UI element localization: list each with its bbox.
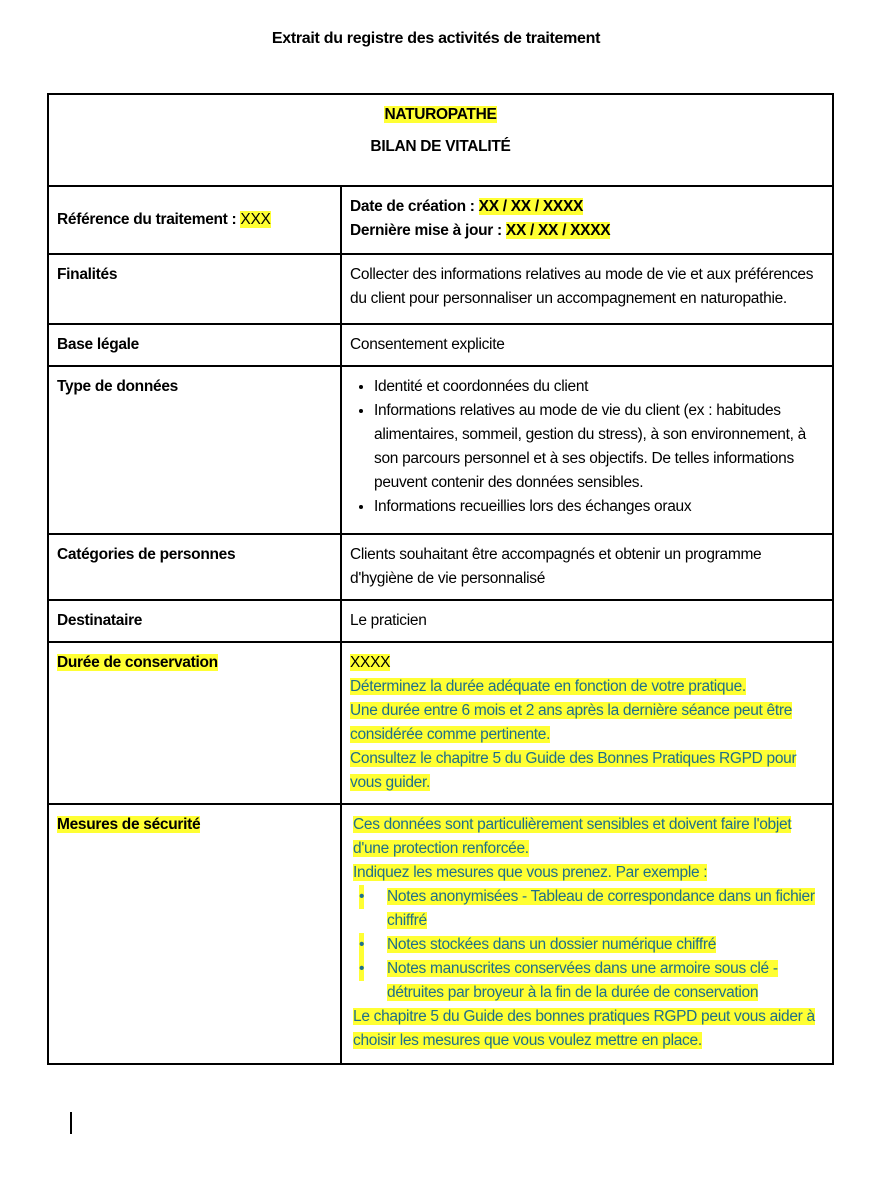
table-row: [48, 254, 833, 324]
table-row: [48, 366, 833, 534]
finalites-label: Finalités: [48, 254, 341, 324]
bullet-icon: •: [359, 885, 364, 909]
duree-label: Durée de conservation: [57, 654, 218, 671]
duree-placeholder[interactable]: XXXX: [350, 654, 391, 671]
table-row: [48, 324, 833, 366]
bullet-icon: •: [359, 957, 364, 981]
securite-label: Mesures de sécurité: [57, 816, 201, 833]
securite-prompt: Indiquez les mesures que vous prenez. Par exemple :: [353, 864, 708, 881]
table-row: [48, 600, 833, 642]
table-row: [48, 186, 833, 254]
duree-guidance-1: Déterminez la durée adéquate en fonction de votre pratique.: [350, 678, 746, 695]
base-legale-value: Consentement explicite: [341, 324, 833, 366]
duree-guidance-3: Consultez le chapitre 5 du Guide des Bonnes Pratiques RGPD pour vous guider.: [350, 750, 797, 791]
update-date-label: Dernière mise à jour :: [350, 222, 506, 239]
duree-guidance-2: Une durée entre 6 mois et 2 ans après la dernière séance peut être considérée comme pertinente.: [350, 702, 793, 743]
list-item: • Informations relatives au mode de vie du client (ex : habitudes alimentaires, sommeil, gestion du stress), à son environnement, à son parcours personnel et à ses objectifs. De telles informations peuvent contenir des données sensibles.: [374, 399, 824, 495]
categories-label: Catégories de personnes: [48, 534, 341, 600]
creation-date-value[interactable]: XX / XX / XXXX: [478, 198, 584, 215]
list-item: • Identité et coordonnées du client: [374, 375, 824, 399]
list-item: • Notes stockées dans un dossier numérique chiffré: [353, 933, 824, 957]
base-legale-label: Base légale: [48, 324, 341, 366]
list-item: • Informations recueillies lors des échanges oraux: [374, 495, 824, 519]
creation-date-label: Date de création :: [350, 198, 479, 215]
table-row: [48, 534, 833, 600]
reference-label: Référence du traitement :: [57, 211, 241, 228]
registre-table: [47, 93, 834, 1065]
table-header-row: [48, 94, 833, 186]
type-donnees-list: [350, 375, 824, 519]
destinataire-label: Destinataire: [48, 600, 341, 642]
table-row: [48, 804, 833, 1064]
destinataire-value: Le praticien: [341, 600, 833, 642]
profession-title: NATUROPATHE: [384, 106, 497, 123]
securite-intro: Ces données sont particulièrement sensibles et doivent faire l'objet d'une protection renforcée.: [353, 816, 792, 857]
document-title: Extrait du registre des activités de traitement: [271, 30, 601, 47]
reference-value[interactable]: XXX: [240, 211, 271, 228]
table-row: [48, 642, 833, 804]
finalites-value: Collecter des informations relatives au mode de vie et aux préférences du client pour personnaliser un accompagnement en naturopathie.: [341, 254, 833, 324]
header-cell: [48, 94, 833, 186]
categories-value: Clients souhaitant être accompagnés et obtenir un programme d'hygiène de vie personnalisé: [341, 534, 833, 600]
securite-outro: Le chapitre 5 du Guide des bonnes pratiques RGPD peut vous aider à choisir les mesures que vous voulez mettre en place.: [353, 1008, 815, 1049]
bullet-icon: •: [359, 933, 364, 957]
securite-examples: [353, 885, 824, 1005]
treatment-name: BILAN DE VITALITÉ: [370, 138, 511, 155]
update-date-value[interactable]: XX / XX / XXXX: [505, 222, 611, 239]
type-donnees-label: Type de données: [48, 366, 341, 534]
list-item: • Notes manuscrites conservées dans une armoire sous clé - détruites par broyeur à la fin de la durée de conservation: [353, 957, 824, 1005]
list-item: • Notes anonymisées - Tableau de correspondance dans un fichier chiffré: [353, 885, 824, 933]
text-cursor: [70, 1112, 72, 1134]
